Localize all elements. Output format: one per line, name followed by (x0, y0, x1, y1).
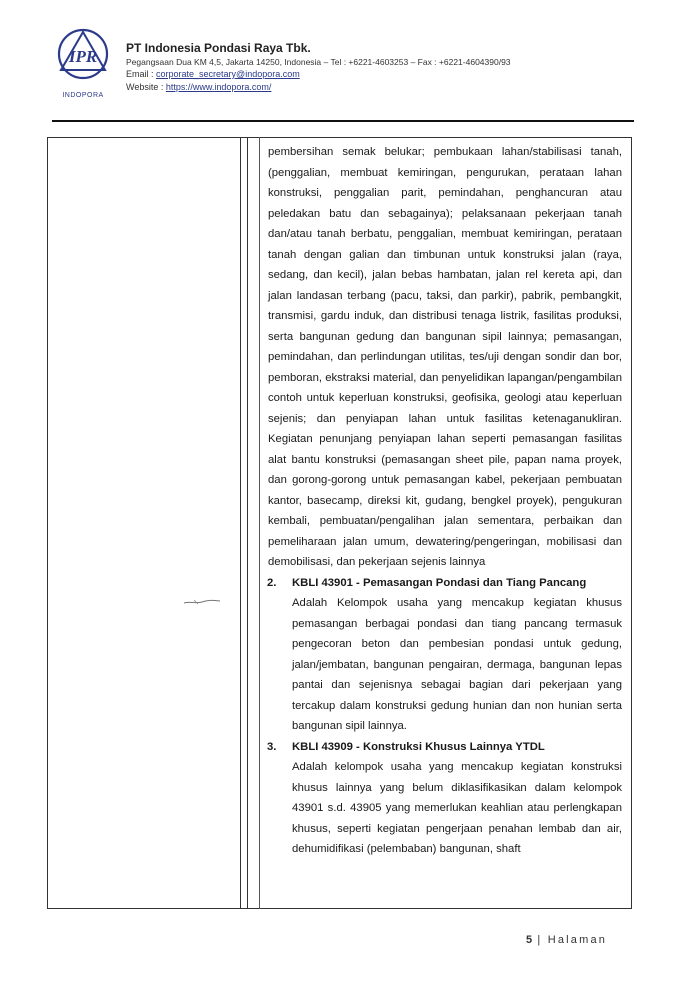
svg-text:IPR: IPR (68, 47, 98, 66)
email-label: Email : (126, 69, 157, 79)
continuation-paragraph: pembersihan semak belukar; pembukaan lahan/stabilisasi tanah, (penggalian, membuat kemiringan, pengurukan, perataan lahan konstruksi, penggalian parit, pemindahan, penghancuran atau peledakan batu dan sebagainya); pelaksanaan pekerjaan tanah dan/atau tanah berbatu, penggalian, membuat kemiringan, perataan tanah dengan galian dan timbunan untuk konstruksi jalan (raya, sedang, dan kecil), jalan bebas hambatan, jalan rel kereta api, dan jalan landasan terbang (pacu, taksi, dan parkir), pabrik, pembangkit, transmisi, gardu induk, dan distribusi tenaga listrik, fasilitas produksi, serta bangunan gedung dan bangunan sipil lainnya; pemasangan, pemindahan, dan perlindungan utilitas, tes/uji dengan sondir dan bor, pemboran, ekstraksi material, dan penyelidikan lapangan/pengambilan contoh untuk keperluan konstruksi, geofisika, geologi atau keperluan sejenis; dan penyiapan lahan untuk fasilitas ketenaganukliran. Kegiatan penunjang penyiapan lahan seperti pemasangan fasilitas alat bantu konstruksi (pemasangan sheet pile, papan nama proyek, dan gorong-gorong untuk pemasangan kabel, pekerjaan pembuatan kantor, basecamp, direksi kit, gudang, bengkel proyek), pengukuran kembali, pembuatan/pengalihan jalan sementara, perbaikan dan pemeliharaan jalan umum, dewatering/pengeringan, mobilisasi dan demobilisasi, dan pekerjaan sejenis lainnya (268, 146, 622, 568)
company-logo (52, 28, 114, 106)
footer-separator: | (532, 934, 548, 946)
footer-label: Halaman (547, 934, 608, 946)
item-heading: KBLI 43909 - Konstruksi Khusus Lainnya YTDL (292, 740, 545, 753)
list-item (268, 573, 622, 737)
item-number: 3. (267, 740, 277, 753)
item-heading: KBLI 43901 - Pemasangan Pondasi dan Tiang Pancang (292, 576, 587, 589)
column-divider (247, 137, 248, 909)
letterhead (52, 28, 652, 108)
item-number: 2. (267, 576, 277, 589)
website-link[interactable]: https://www.indopora.com/ (165, 81, 272, 92)
email-line (126, 68, 511, 81)
website-line (126, 81, 511, 94)
column-divider (240, 137, 241, 909)
website-label: Website : (126, 81, 166, 92)
header-divider (52, 120, 634, 122)
item-body: Adalah Kelompok usaha yang mencakup kegiatan khusus pemasangan berbagai pondasi dan tiang pancang termasuk pengecoran beton dan pembesian pondasi untuk gedung, jalan/jembatan, bangunan pengairan, dermaga, bangunan lepas pantai dan sejenisnya sebagai bagian dari pekerjaan yang tercakup dalam konstruksi gedung hunian dan non hunian serta bangunan sipil lainnya. (292, 597, 622, 732)
column-divider (259, 137, 260, 909)
list-item (268, 737, 622, 860)
logo-caption: INDOPORA (62, 92, 104, 99)
email-link[interactable]: corporate_secretary@indopora.com (156, 69, 300, 79)
pen-mark-icon (182, 596, 222, 608)
content-column (268, 142, 622, 860)
company-info (126, 42, 511, 93)
indopora-logo-icon (56, 28, 110, 88)
item-body: Adalah kelompok usaha yang mencakup kegiatan konstruksi khusus lainnya yang belum diklasifikasikan dalam kelompok 43901 s.d. 43905 yang memerlukan keahlian atau perlengkapan khusus, seperti kegiatan pengerjaan penahan lembab dan air, dehumidifikasi (pelembaban) bangunan, shaft (292, 761, 622, 855)
page-footer (526, 934, 607, 946)
company-name: PT Indonesia Pondasi Raya Tbk. (126, 41, 311, 55)
company-address: Pegangsaan Dua KM 4,5, Jakarta 14250, Indonesia – Tel : +6221-4603253 – Fax : +6221-4604390/93 (126, 56, 511, 67)
page-number: 5 (526, 934, 533, 946)
